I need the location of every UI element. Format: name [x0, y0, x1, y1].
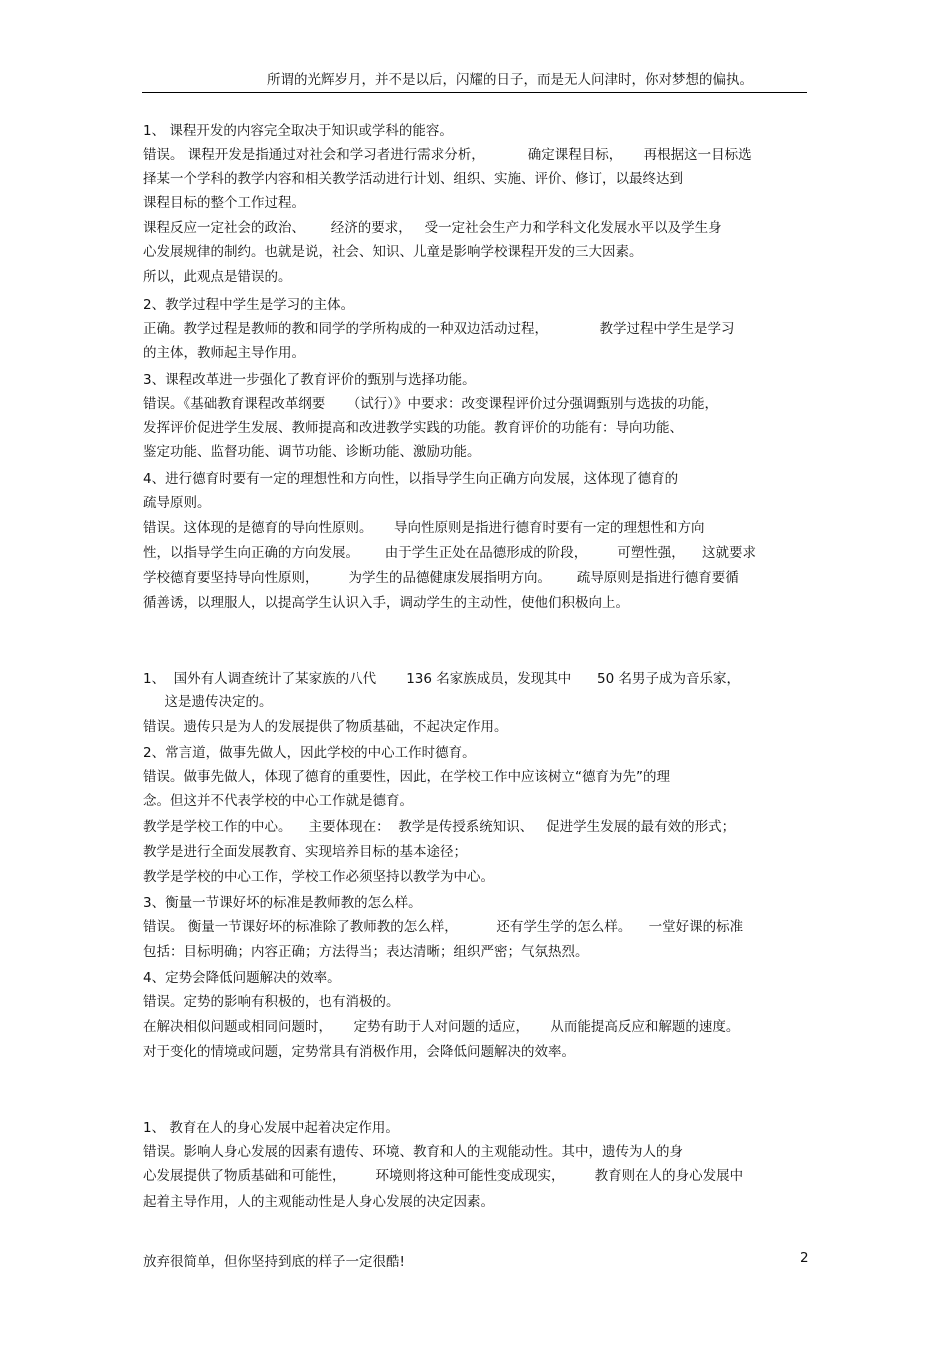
- text-line: 1、 教育在人的身心发展中起着决定作用。: [143, 1120, 399, 1136]
- text-line: 1、 课程开发的内容完全取决于知识或学科的能容。: [143, 123, 453, 139]
- text-line: 起着主导作用，人的主观能动性是人身心发展的决定因素。: [143, 1194, 494, 1210]
- text-line: 2、教学过程中学生是学习的主体。: [143, 297, 355, 313]
- text-line: 4、定势会降低问题解决的效率。: [143, 970, 341, 986]
- text-line: 学校德育要坚持导向性原则， 为学生的品德健康发展指明方向。 疏导原则是指进行德育要循: [143, 570, 739, 586]
- text-line: 循善诱，以理服人，以提高学生认识入手，调动学生的主动性，使他们积极向上。: [143, 595, 629, 611]
- text-line: 4、进行德育时要有一定的理想性和方向性，以指导学生向正确方向发展，这体现了德育的: [143, 471, 679, 487]
- text-line: 教学是学校的中心工作，学校工作必须坚持以教学为中心。: [143, 869, 494, 885]
- text-line: 性，以指导学生向正确的方向发展。 由于学生正处在品德形成的阶段， 可塑性强， 这就要求: [143, 545, 756, 561]
- text-line: 1、 国外有人调查统计了某家族的八代 136 名家族成员，发现其中 50 名男子成为音乐家，: [143, 671, 740, 687]
- page-header: [142, 66, 807, 93]
- text-line: 教学是学校工作的中心。 主要体现在： 教学是传授系统知识、 促进学生发展的最有效的形式；: [143, 819, 736, 835]
- text-line: 鉴定功能、监督功能、调节功能、诊断功能、激励功能。: [143, 444, 481, 460]
- text-line: 心发展规律的制约。也就是说，社会、知识、儿童是影响学校课程开发的三大因素。: [143, 244, 643, 260]
- text-line: 错误。 衡量一节课好坏的标准除了教师教的怎么样， 还有学生学的怎么样。 一堂好课的标准: [143, 919, 744, 935]
- text-line: 错误。《基础教育课程改革纲要 （试行）》中要求：改变课程评价过分强调甄别与选拔的功能，: [143, 396, 718, 412]
- text-line: 错误。定势的影响有积极的，也有消极的。: [143, 994, 400, 1010]
- text-line: 念。但这并不代表学校的中心工作就是德育。: [143, 793, 413, 809]
- text-line: 对于变化的情境或问题，定势常具有消极作用，会降低问题解决的效率。: [143, 1044, 575, 1060]
- text-line: 课程反应一定社会的政治、 经济的要求， 受一定社会生产力和学科文化发展水平以及学生身: [143, 220, 722, 236]
- text-line: 错误。 课程开发是指通过对社会和学习者进行需求分析， 确定课程目标， 再根据这一目标选: [143, 147, 752, 163]
- text-line: 3、课程改革进一步强化了教育评价的甄别与选择功能。: [143, 372, 476, 388]
- text-line: 疏导原则。: [143, 495, 211, 511]
- page-number: 2: [800, 1250, 809, 1266]
- footer-slogan: 放弃很简单，但你坚持到底的样子一定很酷!: [143, 1254, 405, 1270]
- text-line: 2、常言道，做事先做人，因此学校的中心工作时德育。: [143, 745, 476, 761]
- text-line: 错误。影响人身心发展的因素有遗传、环境、教育和人的主观能动性。其中，遗传为人的身: [143, 1144, 683, 1160]
- text-line: 课程目标的整个工作过程。: [143, 195, 305, 211]
- text-line: 教学是进行全面发展教育、实现培养目标的基本途径；: [143, 844, 467, 860]
- text-line: 错误。这体现的是德育的导向性原则。 导向性原则是指进行德育时要有一定的理想性和方向: [143, 520, 705, 536]
- text-line: 包括：目标明确；内容正确；方法得当；表达清晰；组织严密；气氛热烈。: [143, 944, 589, 960]
- text-line: 心发展提供了物质基础和可能性， 环境则将这种可能性变成现实， 教育则在人的身心发展中: [143, 1168, 744, 1184]
- text-line: 择某一个学科的教学内容和相关教学活动进行计划、组织、实施、评价、修订，以最终达到: [143, 171, 683, 187]
- text-line: 在解决相似问题或相同问题时， 定势有助于人对问题的适应， 从而能提高反应和解题的速度。: [143, 1019, 740, 1035]
- text-line: 所以，此观点是错误的。: [143, 269, 292, 285]
- text-line: 的主体，教师起主导作用。: [143, 345, 305, 361]
- text-line: 发挥评价促进学生发展、教师提高和改进教学实践的功能。教育评价的功能有：导向功能、: [143, 420, 683, 436]
- text-line: 错误。做事先做人，体现了德育的重要性，因此，在学校工作中应该树立“德育为先”的理: [143, 769, 670, 785]
- text-line: 这是遗传决定的。: [143, 694, 273, 710]
- text-line: 3、衡量一节课好坏的标准是教师教的怎么样。: [143, 895, 422, 911]
- text-line: 正确。教学过程是教师的教和同学的学所构成的一种双边活动过程， 教学过程中学生是学习: [143, 321, 735, 337]
- header-motto: 所谓的光辉岁月，并不是以后，闪耀的日子，而是无人问津时，你对梦想的偏执。: [267, 72, 753, 88]
- text-line: 错误。遗传只是为人的发展提供了物质基础，不起决定作用。: [143, 719, 508, 735]
